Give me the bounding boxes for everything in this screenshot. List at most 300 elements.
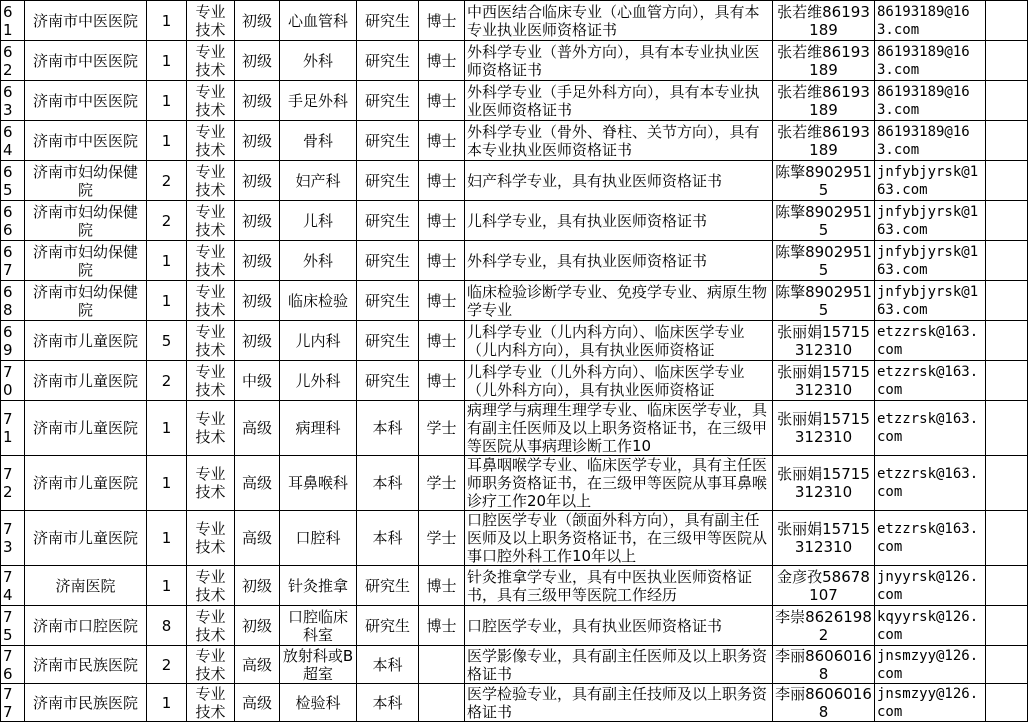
degree-cell [419,566,465,606]
department-cell [280,161,357,201]
email-text: etzzrsk@163.com [877,363,979,398]
contact-cell [773,161,875,201]
department-cell [280,1,357,41]
empty-cell [986,566,1028,606]
contact-text: 李丽86060168 [775,684,872,721]
row-number-text: 72 [3,465,13,501]
position-type-text: 专业技术 [195,646,226,683]
unit-text: 济南市妇幼保健院 [32,242,138,279]
row-number-text: 73 [3,520,13,556]
contact-cell [773,401,875,456]
email-cell [875,81,986,121]
position-type-cell [187,511,235,566]
education-cell [357,81,419,121]
contact-text: 张丽娟15715312310 [777,465,870,501]
count-cell [147,456,187,511]
count-cell [147,646,187,684]
education-cell [357,511,419,566]
department-cell [280,606,357,646]
education-cell [357,281,419,321]
requirement-cell [465,201,773,241]
level-cell [235,456,280,511]
position-type-text: 专业技术 [195,82,226,119]
education-text: 本科 [372,529,403,547]
contact-text: 张若维86193189 [777,42,870,79]
education-text: 研究生 [364,331,410,350]
education-cell [357,321,419,361]
unit-cell [25,281,147,321]
table-row [1,606,1028,646]
department-text: 外科 [302,51,333,70]
contact-cell [773,684,875,722]
department-cell [280,121,357,161]
degree-cell [419,361,465,401]
level-cell [235,81,280,121]
education-cell [357,41,419,81]
contact-text: 张若维86193189 [777,2,870,39]
requirement-cell [465,321,773,361]
education-text: 研究生 [364,211,410,230]
degree-text: 博士 [426,291,457,310]
degree-text: 博士 [426,91,457,110]
unit-cell [25,1,147,41]
count-text: 1 [161,474,172,492]
degree-text: 博士 [426,616,457,635]
unit-cell [25,684,147,722]
row-number-text: 69 [3,322,13,359]
department-cell [280,361,357,401]
count-text: 1 [161,51,172,70]
email-cell [875,684,986,722]
degree-cell [419,41,465,81]
row-number-text: 68 [3,282,13,319]
requirement-cell [465,684,773,722]
email-text: etzzrsk@163.com [877,323,979,358]
email-text: kqyyrsk@126.com [877,608,979,643]
table-row [1,201,1028,241]
contact-cell [773,281,875,321]
position-type-cell [187,361,235,401]
degree-cell [419,401,465,456]
requirement-text: 外科学专业（手足外科方向），具有本专业执业医师资格证书 [467,82,760,119]
degree-cell [419,511,465,566]
department-text: 临床检验 [287,291,348,310]
unit-text: 济南市中医医院 [32,131,138,150]
count-cell [147,161,187,201]
email-cell [875,41,986,81]
level-cell [235,201,280,241]
row-number-cell [1,201,25,241]
department-text: 心血管科 [287,11,348,30]
row-number-cell [1,511,25,566]
row-number-text: 65 [3,162,13,199]
position-type-cell [187,646,235,684]
level-cell [235,606,280,646]
count-cell [147,281,187,321]
position-type-text: 专业技术 [195,684,226,721]
unit-text: 济南市中医医院 [32,51,138,70]
contact-text: 陈擎89029515 [775,242,872,279]
requirement-text: 医学检验专业，具有副主任技师及以上职务资格证书 [467,684,768,721]
email-text: jnfybjyrsk@163.com [877,163,979,198]
unit-cell [25,81,147,121]
contact-text: 陈擎89029515 [775,202,872,239]
unit-text: 济南市妇幼保健院 [32,202,138,239]
position-type-cell [187,161,235,201]
education-cell [357,361,419,401]
level-text: 高级 [241,529,272,547]
degree-text: 博士 [426,11,457,30]
empty-cell [986,511,1028,566]
email-text: jnyyrsk@126.com [877,568,979,603]
unit-cell [25,161,147,201]
department-text: 儿内科 [295,331,341,350]
education-cell [357,1,419,41]
contact-cell [773,241,875,281]
contact-text: 张若维86193189 [777,122,870,159]
degree-text: 博士 [426,171,457,190]
email-cell [875,606,986,646]
empty-cell [986,81,1028,121]
unit-text: 济南市儿童医院 [32,331,138,350]
requirement-cell [465,606,773,646]
empty-cell [986,606,1028,646]
level-text: 初级 [241,616,272,635]
degree-cell [419,281,465,321]
level-cell [235,321,280,361]
level-cell [235,361,280,401]
degree-cell [419,161,465,201]
department-text: 骨科 [302,131,333,150]
unit-cell [25,201,147,241]
row-number-text: 62 [3,42,13,79]
education-cell [357,121,419,161]
level-text: 高级 [241,655,272,674]
level-text: 高级 [241,693,272,712]
position-type-cell [187,684,235,722]
level-cell [235,646,280,684]
education-text: 研究生 [364,171,410,190]
contact-cell [773,646,875,684]
email-cell [875,161,986,201]
department-cell [280,511,357,566]
education-text: 研究生 [364,616,410,635]
row-number-cell [1,81,25,121]
department-text: 口腔临床科室 [287,607,348,644]
email-text: etzzrsk@163.com [877,521,979,555]
email-text: 86193189@163.com [877,123,970,158]
contact-cell [773,121,875,161]
count-cell [147,566,187,606]
email-text: 86193189@163.com [877,3,970,38]
position-type-cell [187,121,235,161]
unit-cell [25,566,147,606]
count-text: 1 [161,11,172,30]
email-cell [875,566,986,606]
education-cell [357,606,419,646]
unit-text: 济南市民族医院 [32,655,138,674]
contact-cell [773,41,875,81]
department-cell [280,321,357,361]
position-type-text: 专业技术 [195,202,226,239]
unit-text: 济南市儿童医院 [32,371,138,390]
row-number-cell [1,646,25,684]
requirement-cell [465,566,773,606]
position-type-text: 专业技术 [195,282,226,319]
unit-cell [25,41,147,81]
table-row [1,161,1028,201]
contact-cell [773,511,875,566]
contact-cell [773,81,875,121]
position-type-text: 专业技术 [195,42,226,79]
unit-text: 济南市儿童医院 [32,474,138,492]
education-text: 本科 [372,419,403,437]
count-text: 2 [161,371,172,390]
position-type-cell [187,201,235,241]
table-row [1,401,1028,456]
level-cell [235,281,280,321]
email-cell [875,241,986,281]
empty-cell [986,281,1028,321]
email-cell [875,321,986,361]
row-number-text: 71 [3,410,13,446]
department-cell [280,456,357,511]
empty-cell [986,161,1028,201]
degree-cell [419,201,465,241]
empty-cell [986,241,1028,281]
requirement-text: 外科学专业（普外方向），具有本专业执业医师资格证书 [467,42,760,79]
count-cell [147,321,187,361]
position-type-text: 专业技术 [195,567,226,604]
unit-text: 济南市口腔医院 [32,616,138,635]
count-text: 5 [161,331,172,350]
email-cell [875,646,986,684]
row-number-cell [1,606,25,646]
row-number-cell [1,361,25,401]
position-type-cell [187,606,235,646]
row-number-cell [1,684,25,722]
row-number-cell [1,41,25,81]
unit-cell [25,121,147,161]
count-text: 1 [161,529,172,547]
table-body [1,1,1028,722]
row-number-cell [1,401,25,456]
level-text: 初级 [241,291,272,310]
position-type-cell [187,81,235,121]
requirement-text: 口腔医学专业（颌面外科方向），具有副主任医师及以上职务资格证书，在三级甲等医院从事口腔外科工作10年以上 [467,511,768,565]
department-cell [280,684,357,722]
table-row [1,646,1028,684]
position-type-text: 专业技术 [195,607,226,644]
requirement-text: 针灸推拿学专业，具有中医执业医师资格证书，具有三级甲等医院工作经历 [467,567,753,604]
education-text: 本科 [372,474,403,492]
contact-cell [773,321,875,361]
email-text: 86193189@163.com [877,43,970,78]
degree-cell [419,81,465,121]
degree-text: 学士 [426,419,457,437]
requirement-text: 口腔医学专业，具有执业医师资格证书 [467,616,723,635]
degree-cell [419,241,465,281]
row-number-text: 67 [3,242,13,279]
email-text: etzzrsk@163.com [877,411,979,445]
contact-cell [773,1,875,41]
position-type-text: 专业技术 [195,122,226,159]
email-text: jnsmzyy@126.com [877,647,979,682]
department-cell [280,41,357,81]
row-number-text: 74 [3,567,13,604]
count-text: 2 [161,655,172,674]
unit-cell [25,401,147,456]
empty-cell [986,401,1028,456]
row-number-cell [1,566,25,606]
empty-cell [986,201,1028,241]
level-text: 初级 [241,51,272,70]
unit-cell [25,241,147,281]
count-cell [147,401,187,456]
row-number-text: 61 [3,2,13,39]
contact-cell [773,456,875,511]
education-text: 研究生 [364,291,410,310]
contact-text: 张丽娟15715312310 [777,520,870,556]
table-row [1,566,1028,606]
email-cell [875,1,986,41]
degree-text: 博士 [426,251,457,270]
requirement-cell [465,161,773,201]
unit-text: 济南医院 [55,576,116,595]
level-cell [235,511,280,566]
contact-text: 金彦孜58678107 [777,567,870,604]
count-text: 1 [161,419,172,437]
level-cell [235,1,280,41]
contact-cell [773,201,875,241]
table-row [1,1,1028,41]
requirement-text: 病理学与病理生理学专业、临床医学专业，具有副主任医师及以上职务资格证书，在三级甲等医院从事病理诊断工作10 [467,401,768,455]
requirement-cell [465,456,773,511]
unit-cell [25,321,147,361]
email-text: etzzrsk@163.com [877,466,979,500]
level-cell [235,566,280,606]
count-text: 2 [161,211,172,230]
contact-cell [773,606,875,646]
position-type-cell [187,241,235,281]
requirement-cell [465,511,773,566]
department-text: 耳鼻喉科 [287,474,348,492]
table-row [1,41,1028,81]
count-cell [147,684,187,722]
count-cell [147,201,187,241]
education-text: 研究生 [364,11,410,30]
requirement-text: 医学影像专业，具有副主任医师及以上职务资格证书 [467,646,768,683]
department-text: 口腔科 [295,529,341,547]
contact-cell [773,566,875,606]
row-number-cell [1,281,25,321]
level-cell [235,41,280,81]
department-text: 手足外科 [287,91,348,110]
count-cell [147,1,187,41]
unit-text: 济南市妇幼保健院 [32,162,138,199]
row-number-text: 66 [3,202,13,239]
position-type-cell [187,281,235,321]
count-text: 1 [161,131,172,150]
requirement-text: 临床检验诊断学专业、免疫学专业、病原生物学专业 [467,282,768,319]
requirement-cell [465,41,773,81]
position-type-cell [187,1,235,41]
position-type-text: 专业技术 [195,520,226,556]
requirement-cell [465,1,773,41]
count-cell [147,81,187,121]
requirement-cell [465,241,773,281]
education-cell [357,241,419,281]
department-cell [280,566,357,606]
education-text: 本科 [372,655,403,674]
contact-text: 陈擎89029515 [775,162,872,199]
education-cell [357,566,419,606]
contact-text: 陈擎89029515 [775,282,872,319]
contact-text: 张丽娟15715312310 [777,410,870,446]
requirement-text: 耳鼻咽喉学专业、临床医学专业，具有主任医师职务资格证书，在三级甲等医院从事耳鼻喉诊疗工作20年以上 [467,456,768,510]
requirement-text: 儿科学专业（儿内科方向）、临床医学专业（儿内科方向），具有执业医师资格证 [467,322,745,359]
position-type-cell [187,401,235,456]
department-cell [280,241,357,281]
department-text: 儿外科 [295,371,341,390]
degree-text: 博士 [426,576,457,595]
education-cell [357,646,419,684]
department-cell [280,81,357,121]
degree-cell [419,1,465,41]
position-type-cell [187,456,235,511]
position-type-text: 专业技术 [195,410,226,446]
department-text: 病理科 [295,419,341,437]
unit-text: 济南市中医医院 [32,91,138,110]
count-cell [147,41,187,81]
position-type-cell [187,41,235,81]
row-number-cell [1,1,25,41]
degree-text: 博士 [426,131,457,150]
position-type-text: 专业技术 [195,465,226,501]
unit-text: 济南市妇幼保健院 [32,282,138,319]
row-number-cell [1,241,25,281]
level-text: 初级 [241,171,272,190]
department-cell [280,281,357,321]
requirement-cell [465,361,773,401]
requirement-cell [465,646,773,684]
education-cell [357,684,419,722]
unit-cell [25,456,147,511]
contact-text: 张丽娟15715312310 [777,362,870,399]
unit-text: 济南市儿童医院 [32,419,138,437]
table-row [1,121,1028,161]
requirement-cell [465,121,773,161]
empty-cell [986,456,1028,511]
department-text: 妇产科 [295,171,341,190]
requirement-cell [465,401,773,456]
requirement-text: 外科学专业，具有执业医师资格证书 [467,251,708,270]
position-type-text: 专业技术 [195,242,226,279]
department-cell [280,646,357,684]
department-text: 外科 [302,251,333,270]
count-cell [147,606,187,646]
level-text: 高级 [241,419,272,437]
level-text: 中级 [241,371,272,390]
degree-text: 博士 [426,51,457,70]
unit-text: 济南市中医医院 [32,11,138,30]
table-row [1,241,1028,281]
degree-cell [419,606,465,646]
contact-text: 张若维86193189 [777,82,870,119]
count-text: 8 [161,616,172,635]
level-text: 初级 [241,211,272,230]
education-text: 本科 [372,693,403,712]
